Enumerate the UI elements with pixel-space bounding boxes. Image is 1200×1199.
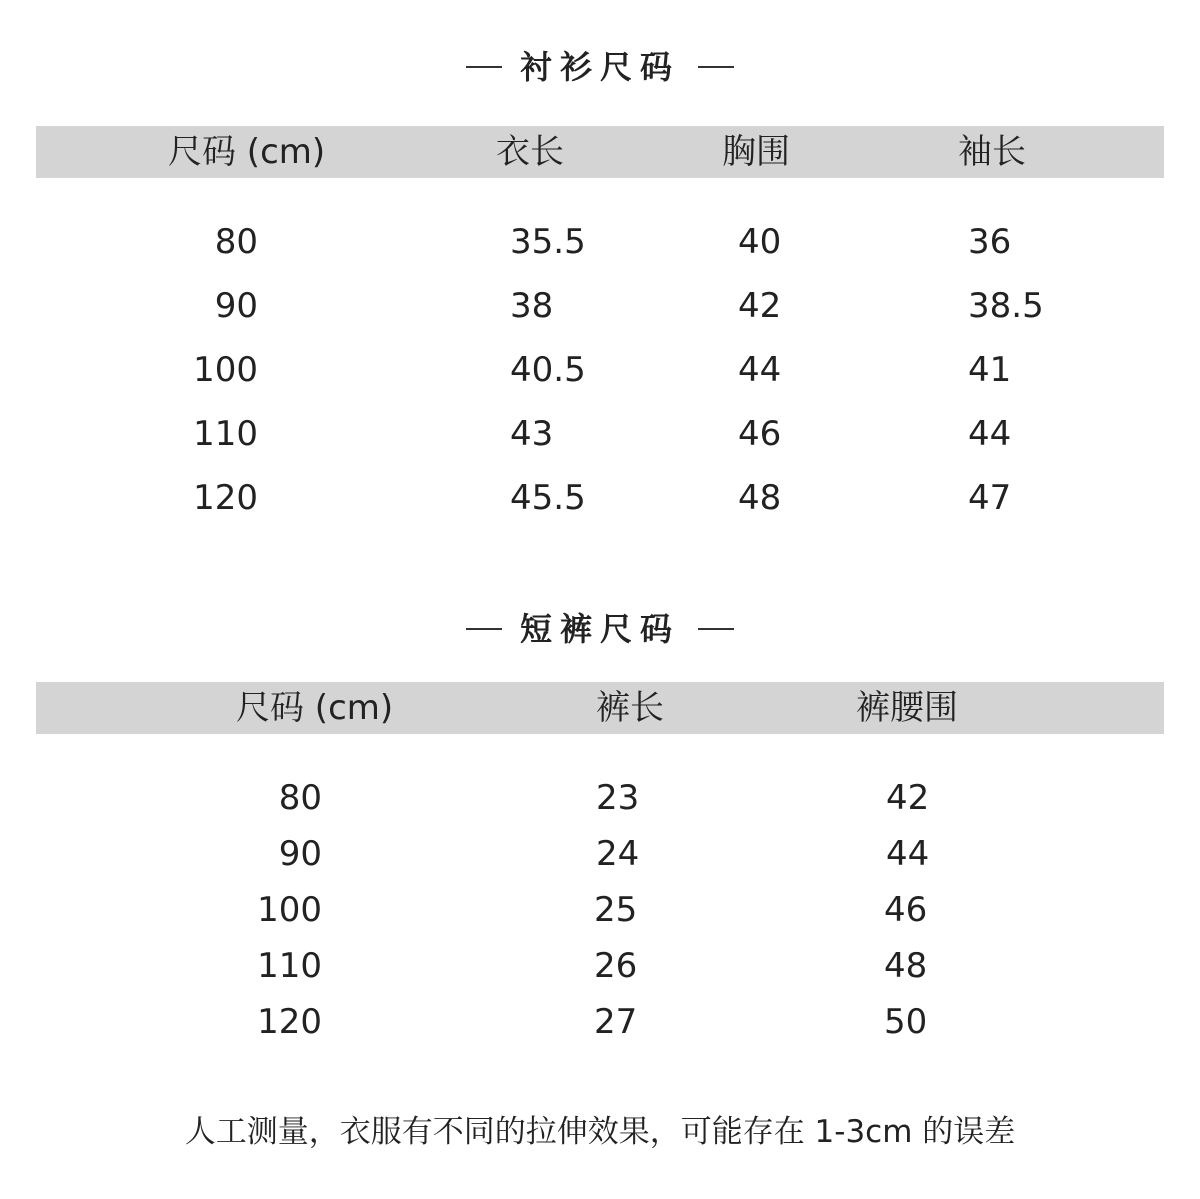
shorts-cell-waist: 46 — [884, 890, 928, 930]
shirt-cell-sleeve: 44 — [968, 414, 1012, 454]
shirt-cell-sleeve: 47 — [968, 478, 1012, 518]
shorts-cell-size: 110 — [257, 946, 322, 986]
shorts-cell-size: 120 — [257, 1002, 322, 1042]
shirt-cell-chest: 40 — [738, 222, 782, 262]
shirt-cell-length: 40.5 — [510, 350, 586, 390]
shirt-cell-chest: 42 — [738, 286, 782, 326]
shorts-cell-length: 27 — [594, 1002, 638, 1042]
shirt-cell-size: 80 — [214, 222, 258, 262]
shorts-title-text: 短裤尺码 — [519, 610, 680, 648]
shirt-cell-size: 90 — [214, 286, 258, 326]
shorts-cell-waist: 42 — [886, 778, 930, 818]
title-dash-left — [466, 628, 502, 630]
shirt-section-title — [0, 42, 1200, 88]
shorts-section-title — [0, 604, 1200, 650]
shirt-header-chest: 胸围 — [722, 132, 790, 172]
shorts-cell-length: 26 — [594, 946, 638, 986]
shorts-cell-size: 100 — [257, 890, 322, 930]
title-dash-left — [466, 66, 502, 68]
shorts-cell-length: 24 — [596, 834, 640, 874]
shorts-cell-size: 90 — [278, 834, 322, 874]
shirt-cell-sleeve: 41 — [968, 350, 1012, 390]
shirt-cell-length: 38 — [510, 286, 554, 326]
shorts-cell-size: 80 — [278, 778, 322, 818]
shirt-header-length: 衣长 — [496, 132, 564, 172]
measurement-note: 人工测量，衣服有不同的拉伸效果，可能存在 1-3cm 的误差 — [184, 1114, 1016, 1150]
shirt-cell-sleeve: 36 — [968, 222, 1012, 262]
shirt-cell-sleeve: 38.5 — [968, 286, 1044, 326]
shirt-cell-size: 110 — [193, 414, 258, 454]
title-dash-right — [698, 66, 734, 68]
shirt-cell-length: 43 — [510, 414, 554, 454]
shirt-cell-chest: 44 — [738, 350, 782, 390]
shirt-header-size: 尺码 (cm) — [168, 132, 326, 172]
shirt-cell-chest: 48 — [738, 478, 782, 518]
shorts-cell-waist: 44 — [886, 834, 930, 874]
shorts-cell-waist: 48 — [884, 946, 928, 986]
shirt-cell-size: 100 — [193, 350, 258, 390]
shorts-header-length: 裤长 — [596, 688, 664, 728]
shirt-cell-size: 120 — [193, 478, 258, 518]
shirt-header-sleeve: 袖长 — [958, 132, 1026, 172]
shirt-title-text: 衬衫尺码 — [519, 48, 680, 86]
shorts-cell-length: 25 — [594, 890, 638, 930]
shorts-cell-length: 23 — [596, 778, 640, 818]
shirt-cell-chest: 46 — [738, 414, 782, 454]
shorts-header-size: 尺码 (cm) — [236, 688, 394, 728]
shirt-cell-length: 35.5 — [510, 222, 586, 262]
shirt-cell-length: 45.5 — [510, 478, 586, 518]
title-dash-right — [698, 628, 734, 630]
shorts-header-waist: 裤腰围 — [856, 688, 958, 728]
shorts-cell-waist: 50 — [884, 1002, 928, 1042]
